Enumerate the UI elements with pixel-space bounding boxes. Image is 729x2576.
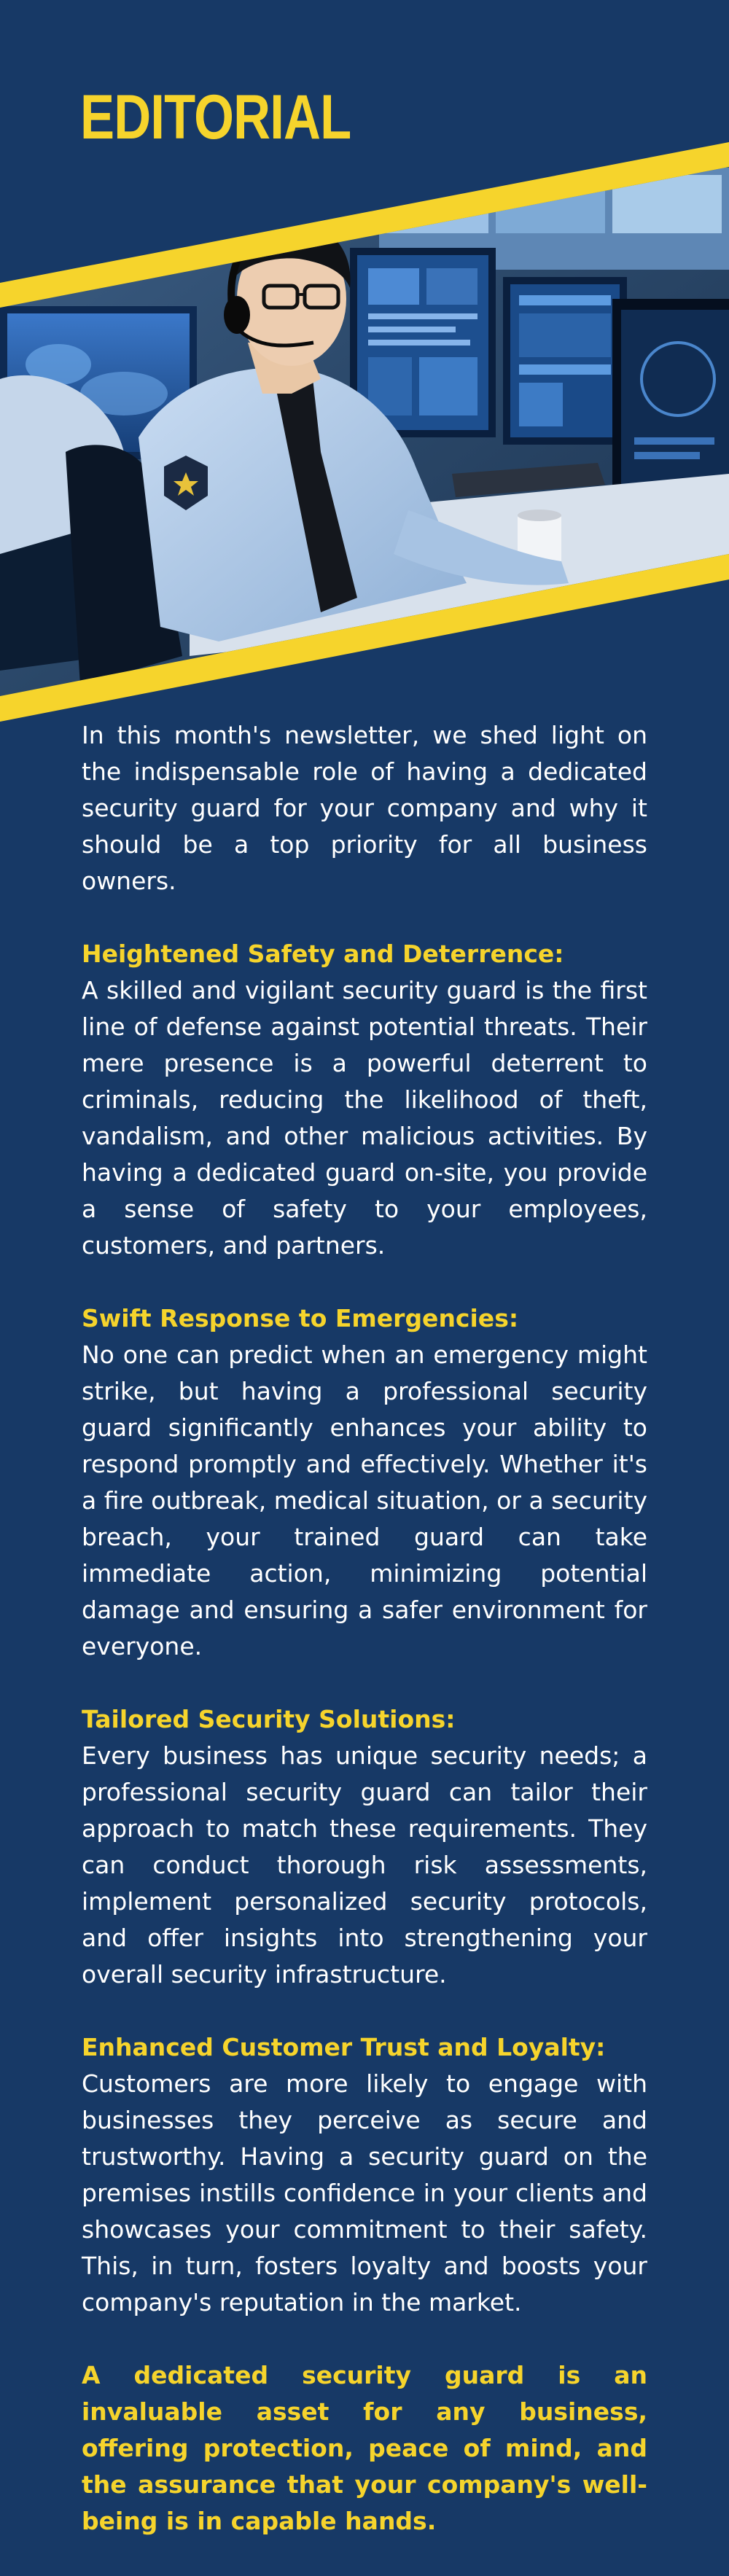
section-paragraph: A skilled and vigilant security guard is the first line of defense against potential threats. Their mere presence is a powerful deterrent to criminals, reducing the likelihood of theft, vandalism, and other malicious activities. By having a dedicated guard on-site, you provide a sense of safety to your employees, customers, and partners. — [82, 976, 647, 1260]
center-monitors — [350, 248, 627, 445]
section-heading: Enhanced Customer Trust and Loyalty: — [82, 2033, 606, 2061]
section-safety — [82, 936, 647, 1264]
section-trust — [82, 2029, 647, 2321]
section-paragraph: Customers are more likely to engage with businesses they perceive as secure and trustworthy. Having a security guard on the premises instills confidence in your clients and showcases your commitment to their safety. This, in turn, fosters loyalty and boosts your company's reputation in the market. — [82, 2069, 647, 2317]
section-heading: Heightened Safety and Deterrence: — [82, 940, 564, 968]
section-paragraph: Every business has unique security needs; a professional security guard can tailor their approach to match these requirements. They can conduct thorough risk assessments, implement personalized security protocols, and offer insights into strengthening your overall security infrastructure. — [82, 1741, 647, 1988]
closing-statement: A dedicated security guard is an invaluable asset for any business, offering protection, peace of mind, and the assurance that your company's well-being is in capable hands. — [82, 2361, 647, 2535]
section-paragraph: No one can predict when an emergency might strike, but having a professional security guard significantly enhances your ability to respond promptly and effectively. Whether it's a fire outbreak, medical situation, or a security breach, your trained guard can take immediate action, minimizing potential damage and ensuring a safer environment for everyone. — [82, 1340, 647, 1660]
masthead-title: EDITORIAL — [80, 82, 351, 152]
section-heading: Swift Response to Emergencies: — [82, 1304, 519, 1332]
section-heading: Tailored Security Solutions: — [82, 1705, 456, 1733]
section-emergencies — [82, 1300, 647, 1665]
intro-paragraph: In this month's newsletter, we shed light on the indispensable role of having a dedicated security guard for your company and why it should be a top priority for all business owners. — [82, 721, 647, 895]
article-body — [82, 717, 647, 2576]
section-tailored — [82, 1701, 647, 1993]
